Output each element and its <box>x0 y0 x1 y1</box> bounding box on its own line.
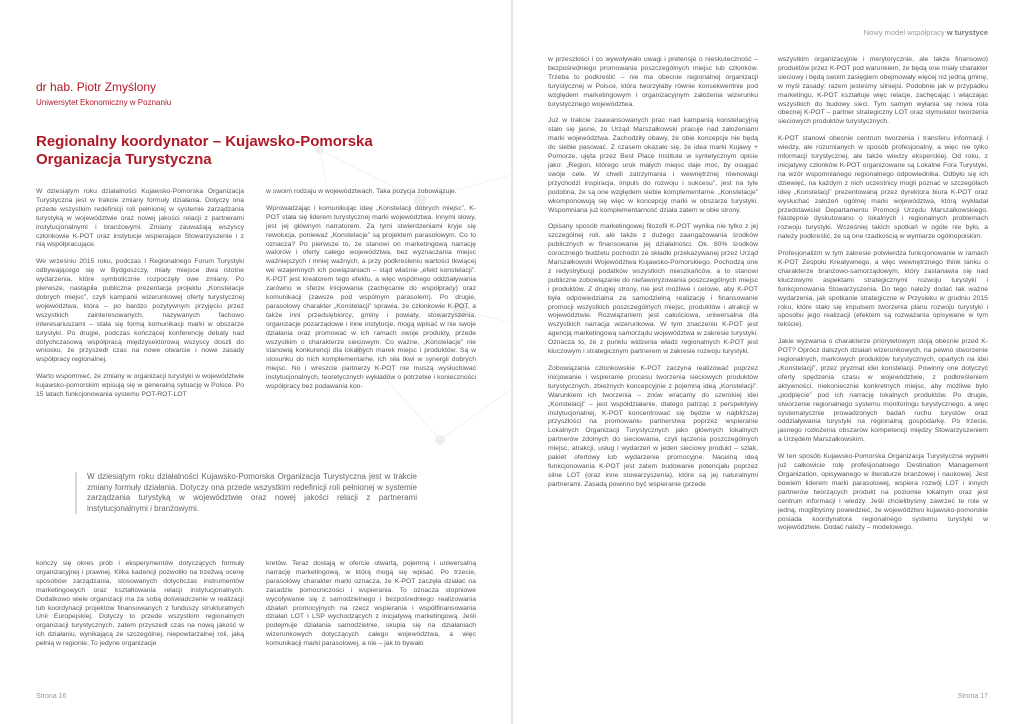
text-column-3 <box>548 56 758 498</box>
folio-number: 17 <box>980 693 988 700</box>
author-affiliation: Uniwersytet Ekonomiczny w Poznaniu <box>36 98 172 107</box>
page-number-right <box>958 693 988 700</box>
page-number-left <box>36 693 66 700</box>
text-column-2 <box>266 188 476 400</box>
left-page <box>0 0 511 724</box>
article-title: Regionalny koordynator – Kujawsko-Pomorska Organizacja Turystyczna <box>36 133 373 168</box>
right-page <box>513 0 1024 724</box>
paragraph: W dziesiątym roku działalności Kujawsko-Pomorska Organizacja Turystyczna jest w trakcie zmiany formuły działania. Dotyczy ona przede wszystkim redefinicji roli pełnionej w systemie zarządzania turystyką w województwie oraz nowej jakości relacji z partnerami instytucjonalnymi i branżowymi. Zmiany zauważają wszyscy członkowie K-POT oraz instytucje wspierające Stowarzyszenie i z nią współpracujące. <box>36 188 244 249</box>
running-head-text: Nowy model współpracy <box>863 28 947 37</box>
paragraph: Opisany sposób marketingowej filozofii K-POT wynika nie tylko z jej szczególnej roli, ale także z dużego zaangażowania środków publicznych w finansowanie jej działalności. Ok. 80% środków corocznego budżetu pochodzi ze składki przekazywanej przez Urząd Marszałkowski Województwa Kujawsko-Pomorskiego. Pochodzą one z redystrybucji podatków wszystkich mieszkańców, a to stanowi publiczne zobowiązanie do niefaworyzowania poszczególnych miejsc i produktów. Z drugiej strony, nie jest możliwe i celowe, aby K-POT była odpowiedzialna za samodzielną realizację i finansowanie promocji wszystkich poszczególnych miejsc, produktów i atrakcji w województwie. Rozwiązaniem jest całościowa, uniwersalna dla wszystkich narracja wizerunkowa. W tym znaczeniu K-POT jest agencją marketingową samorządu województwa w zakresie turystyki. Oznacza to, że z punktu widzenia władz regionalnych K-POT jest kluczowym i strategicznym partnerem w zakresie rozwoju turystyki. <box>548 223 758 356</box>
paragraph: We wrześniu 2015 roku, podczas I Regionalnego Forum Turystyki odbywającego się w Bydgoszczy, miały miejsce dwa istotne wydarzenia, które symbolicznie rozpoczęły owe zmiany. Po pierwsze, nastąpiła publiczna prezentacja projektu „Konstelacje dobrych miejsc”, czyli kampanii wizerunkowej oferty turystycznej województwa, która – po bardzo pozytywnym przyjęciu przez wszystkich zainteresowanych, nazywanych fachowo interesariuszami – stała się formą komunikacji marki w obszarze turystyki. Po drugie, podczas kończącej konferencję debaty nad dotychczasową współpracą międzysektorową wszyscy doszli do wniosku, że przyszedł czas na nowe otwarcie i nowe zasady współpracy regionalnej. <box>36 258 244 364</box>
paragraph: kretów. Teraz dostają w ofercie otwartą, pojemną i uniwersalną narrację marketingową, w którą mogą się wpisać. Po trzecie, parasolowy charakter marki oznacza, że K-POT zaczęła działać na zasadzie pomocniczości i wspierania. To oznacza stopniowe wycofywanie się z samodzielnego i bezpośredniego realizowania działań promocyjnych na rzecz wspierania i współfinansowania działań LOT i LSP wychodzących z inicjatywą marketingową. Jeśli podejmuje działania samodzielnie, skupia się na działaniach wizerunkowych dotyczących całego województwa, a więc komunikacji marki parasolowej, a nie – jak to bywało <box>266 560 476 648</box>
paragraph: Profesjonalizm w tym zakresie potwierdza funkcjonowanie w ramach K-POT Zespołu Kreatywnego, a więc wewnętrznego think tanku o charakterze branżowo-samorządowym, który zastanawia się nad kluczowymi aspektami strategicznymi rozwoju turystyki i funkcjonowania Stowarzyszenia. Do tego należy dodać tak ważne wydarzenia, jak spotkanie strategiczne w Przysieku w grudniu 2015 roku, które stało się impulsem tworzenia planu rozwoju turystyki i sposobu jego realizacji (efektem są rozważania opisywane w tym tekście). <box>778 250 988 329</box>
folio-label: Strona <box>957 693 981 700</box>
folio-label: Strona <box>36 693 59 700</box>
running-head-bold: w turystyce <box>946 28 988 37</box>
pull-quote: W dziesiątym roku działalności Kujawsko-Pomorska Organizacja Turystyczna jest w trakcie zmiany formuły działania. Dotyczy ona przede wszystkim redefinicji roli pełnionej w systemie zarządzania turystyką w województwie oraz nowej jakości relacji z partnerami instytucjonalnymi i branżowymi. <box>75 472 417 514</box>
paragraph: kończy się okres prób i eksperymentów dotyczących formuły organizacyjnej i prawnej. Kilka kadencji pozwoliło na trzeźwą ocenę sposobów zarządzania, stosowanych dotychczas instrumentów marketingowych oraz kształtowania relacji instytucjonalnych. Dodatkowo wiele organizacji ma za sobą doświadczenie w realizacji lub koordynacji projektów finansowanych z funduszy strukturalnych Unii Europejskiej. Dotyczy to przede wszystkim regionalnych organizacji turystycznych, zatem przyszedł czas na nową jakość w ich działaniu, wynikającą ze szczególnej, niepowtarzalnej roli, jaką pełnią w regionie. To jedyne organizacje <box>36 560 244 648</box>
paragraph: Warto wspomnieć, że zmiany w organizacji turystyki w województwie kujawsko-pomorskim wpisują się w generalną sytuację w Polsce. Po 15 latach funkcjonowania systemu POT-ROT-LOT <box>36 373 244 399</box>
paragraph: W ten sposób Kujawsko-Pomorska Organizacja Turystyczna wypełni już całkowicie rolę profesjonalnego Destination Management Organization, opisywanego w literaturze branżowej i naukowej. Jest bowiem liderem marki parasolowej, wspiera rozwój LOT i innych partnerów tworzących produkt na poziomie lokalnym oraz jest centrum informacji i wiedzy. Jeśli chcielibyśmy zawrzeć te role w jedną, moglibyśmy powiedzieć, że województwo kujawsko-pomorskie posiada koordynatora regionalnego systemu turystyki w województwie. Dodać należy – modelowego. <box>778 453 988 532</box>
paragraph: K-POT stanowi obecnie centrum tworzenia i transferu informacji i wiedzy, ale rozumianych w sposób profesjonalny, a więc nie tylko informacji turystycznej, ale także wiedzy eksperckiej. Od roku, z inicjatywy członków K-POT organizowane są Lokalne Fora Turystyki, na wzór wspomnianego regionalnego odpowiednika. Odbyło się ich dziewięć, na każdym z nich uczestnicy mogli poznać w szczegółach ideę „Konstelacji” prezentowaną przez dyrektora biura K-POT oraz wysłuchać założeń ogólnej marki województwa, którą wykładał przedstawiciel Departamentu Promocji Urzędu Marszałkowskiego. Następnie dyskutowano o lokalnych i regionalnych problemach rozwoju turystyki. Wcześniej takich spotkań w ogóle nie było, a należy podkreślić, że są one rzadkością w wymiarze ogólnopolskim. <box>778 135 988 241</box>
paragraph: w przeszłości i co wywoływało uwagi i pretensje o nieskuteczność – bezpośredniego promowania poszczególnych miejsc lub członków. Trzeba to podkreślić – nie ma obecnie regionalnej organizacji turystycznej w Polsce, która tworzyłaby równie konsekwentnie pod względem marketingowym i organizacyjnym założenia wizerunku turystycznego województwa. <box>548 56 758 108</box>
paragraph: Jakie wyzwania o charakterze priorytetowym stoją obecnie przed K-POT? Oprócz dalszych działań wizerunkowych, na pewno stworzenie regionalnych, markowych produktów turystycznych, opartych na idei „Konstelacji”, przez pryzmat idei konstelacji. Powinny one dotyczyć oferty spędzenia czasu w województwie, z podkreśleniem aktywności, niekoniecznie konkretnych miejsc, aby możliwe było „podpięcie” pod ich narrację lokalnych produktów. Po drugie, stworzenie regionalnego systemu monitoringu turystycznego, a więc systematycznie prowadzonych badań ruchu turystów oraz oddziaływania turystyki na regionalną gospodarkę. Po trzecie, jasnego rozłożenia obszarów kompetencji między Stowarzyszeniem a Urzędem Marszałkowskim. <box>778 338 988 444</box>
paragraph: Zobowiązania członkowskie K-POT zaczyna realizować poprzez inicjowanie i wspieranie procesu tworzenia sieciowych produktów turystycznych, zbieżnych koncepcyjnie z pojemną ideą „Konstelacji”. Warunkiem ich tworzenia – znów wracamy do szerokiej idei „Konstelacji” – jest współdziałanie, dlatego patrząc z perspektywy instytucjonalnej, K-POT koncentrować się będzie w najbliższej przyszłości na promowaniu partnerstwa poprzez wspieranie Lokalnych Organizacji Turystycznych jako głównych lokalnych partnerów zdolnych do sieciowania, czyli łączenia poszczególnych miejsc, atrakcji, usług i wydarzeń w jeden sieciowy produkt – szlak, pakiet ofertowy lub wydarzenie promocyjne. Nacelną ideą funkcjonowania K-POT jest zatem budowanie potencjału poprzez silne LOT (oraz inne stowarzyszenia), które są jej naturalnymi partnerami. Zasadą powinno być wspieranie (przede <box>548 365 758 488</box>
paragraph: Już w trakcie zaawansowanych prac nad kampanią konstelacyjną stało się jasne, że Urząd Marszałkowski pracuje nad założeniami marki województwa. Zachodziły obawy, że obie koncepcje nie będą do siebie pasować. Z czasem okazało się, że idea marki Kujawy + Pomorze, ujęta przez Best Place Institute w syntetycznym opisie jako: „Region, którego urok małych miejsc daje moc, by osiągać swoje cele. W chwili zatrzymania i wewnętrznej równowagi przychodzi inspiracja, impuls do rozwoju i sukcesu”, jest na tyle podobna, że są one względem siebie komplementarne. „Konstelacje” wkomponowują się więc w koncepcję marki w obszarze turystyki. Wspomniana już komplementarność działa zatem w obie strony. <box>548 117 758 214</box>
text-column-2-bottom <box>266 560 476 657</box>
text-column-1 <box>36 188 244 408</box>
paragraph: Wprowadzając i komunikując ideę „Konstelacji dobrych miejsc”, K-POT stała się liderem turystycznej marki województwa. Innymi słowy, jest jej głównym narratorem. Za tymi stwierdzeniami kryje się rewolucja, ponieważ „Konstelacje” są projektem parasolowym. Co to oznacza? Po pierwsze to, że stanowi on marketingową narrację walorów i oferty całego województwa, bez wyznaczania miejsc ważniejszych i mniej ważnych, a przy podkreśleniu wartości tkwiącej we wzajemnych ich powiązaniach – stąd właśnie „efekt konstelacji”. K-POT jest kreatorem tego efektu, a więc wspólnego oddziaływania zarówno w sferze inicjowania (zachęcanie do współpracy) oraz komunikacji (zawsze pod wspólnym parasolem). Po drugie, parasolowy charakter „Konstelacji” sprawia, że członkowie K-POT, a także inni przedsiębiorcy, gminy i powiaty, stowarzyszenia, organizacje pozarządowe i inne instytucje, mogą wpisać w nie swoje działania oraz promować w ich ramach swoje produkty, przede wszystkim o charakterze sieciowym. Co ważne, „Konstelacje” nie stanowią konkurencji dla lokalnych marek miejsc i produktów. Są w stosunku do nich komplementarne, ich siła tkwi w synergii dobrych miejsc. No i wreszcie partnerzy K-POT nie muszą wysłuchiwać instytucjonalnych, teoretycznych wykładów o potrzebie i konieczności współpracy bez podawania kon- <box>266 204 476 391</box>
running-head <box>864 28 988 37</box>
paragraph: w swoim rodzaju w województwach. Taka pozycja zobowiązuje. <box>266 188 457 195</box>
text-column-1-bottom <box>36 560 244 657</box>
text-column-4 <box>778 56 988 541</box>
paragraph: wszystkim organizacyjnie i merytorycznie, ale także finansowo) produktów przez K-POT pod warunkiem, że będą one miały charakter sieciowy i będą swoim zasięgiem obejmowały więcej niż jedną gminę, w myśl zasady: razem jesteśmy silniejsi. Podobnie jak w przypadku marketingu, K-POT kształtuje więc relacje, zachęcając i włączając wszystkich do budowy sieci. Tym samym wyłania się nowa rola obecnej K-POT – partner strategiczny LOT oraz stymulator tworzenia sieciowych produktów turystycznych. <box>778 56 988 126</box>
folio-number: 16 <box>58 693 67 700</box>
author-name: dr hab. Piotr Zmyślony <box>36 80 157 94</box>
